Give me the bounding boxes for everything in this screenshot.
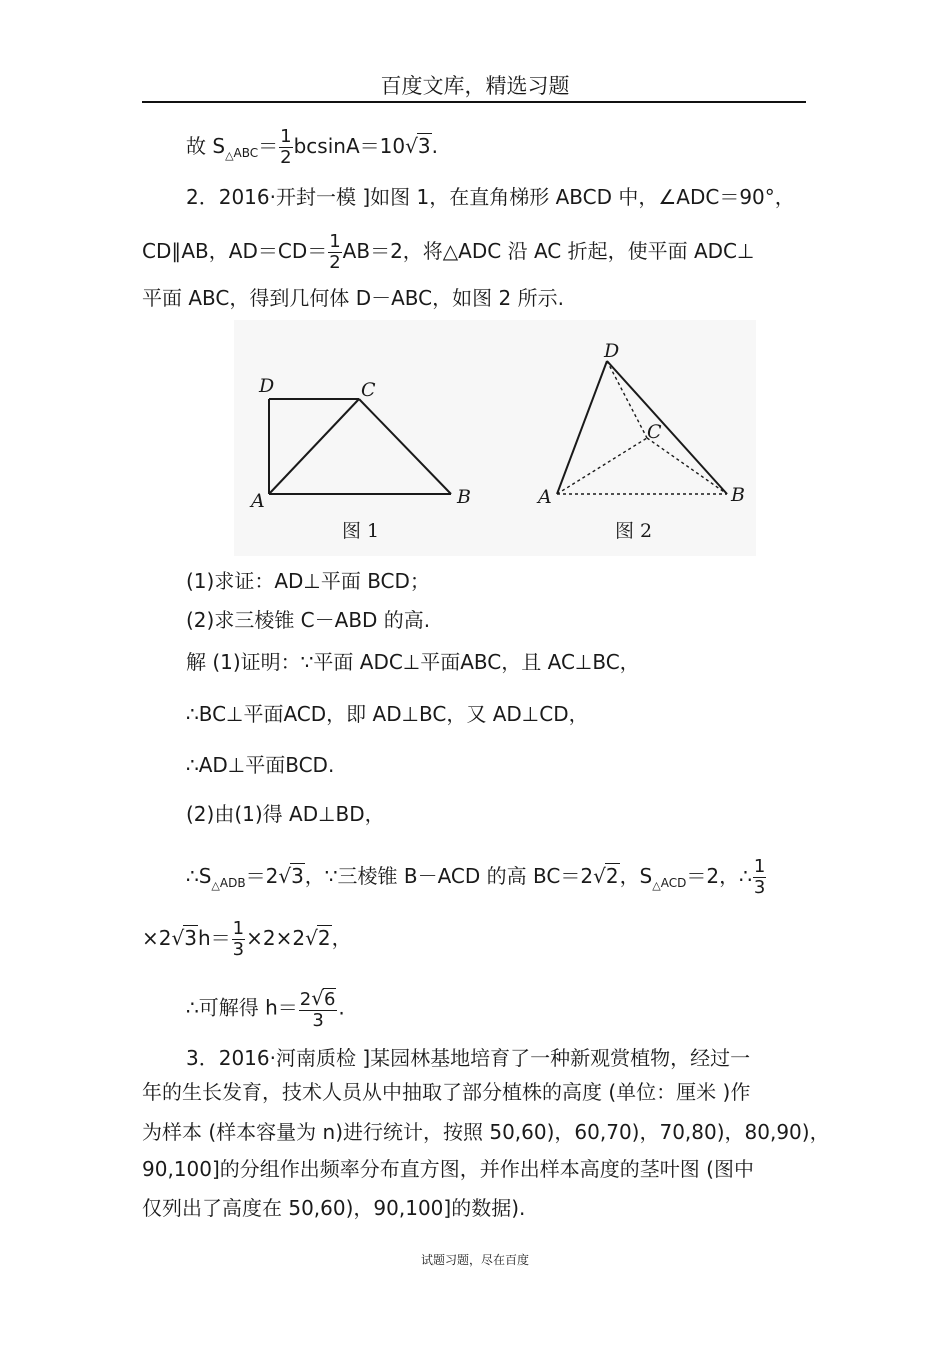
solution-line-6: ×2√3h＝ $\frac{1}{3}$ ×2×2√2， [142, 918, 352, 960]
page-footer: 试题习题，尽在百度 [420, 1253, 529, 1267]
edge-da-3d [557, 361, 607, 494]
problem-2-line-3: 平面 ABC，得到几何体 D－ABC，如图 2 所示. [142, 286, 564, 310]
part-2-question: (2)求三棱锥 C－ABD 的高. [186, 608, 431, 632]
label-b1: B [457, 486, 471, 508]
tetrahedron-figure-2 [557, 361, 727, 494]
problem-3-line-2: 年的生长发育，技术人员从中抽取了部分植株的高度 (单位：厘米 )作 [142, 1080, 751, 1104]
problem-2-line-1: 2．2016·开封一模 ]如图 1，在直角梯形 ABCD 中，∠ADC＝90°， [186, 185, 795, 209]
fraction: $\frac{1}{2}$ [280, 126, 292, 168]
problem-3-line-5: 仅列出了高度在 50,60)，90,100]的数据). [142, 1196, 526, 1220]
page-title: 百度文库，精选习题 [380, 74, 570, 98]
solution-line-4: (2)由(1)得 AD⊥BD， [186, 802, 385, 826]
edge-ac [269, 399, 359, 494]
label-d2: D [604, 340, 620, 362]
solution-line-7: ∴可解得 h＝ $\frac{2√6}{3}$ . [186, 986, 345, 1031]
edge-ac-hidden [557, 438, 647, 494]
formula-line-area: 故 $S_{\triangle ABC}=$ $\frac{1}{2}$ bcsinA＝10√3. [186, 126, 438, 168]
caption-figure-2: 图 2 [615, 520, 653, 542]
edge-cb-hidden [647, 438, 727, 494]
label-c1: C [361, 379, 376, 401]
problem-3-line-4: 90,100]的分组作出频率分布直方图，并作出样本高度的茎叶图 (图中 [142, 1157, 754, 1181]
fraction: $\frac{1}{2}$ [329, 231, 341, 273]
label-a1: A [251, 490, 265, 512]
solution-line-5: $\therefore S_{\triangle ADB}=2√3$，∵三棱锥 B－ACD 的高 BC＝2√2，$S_{\triangle ACD}=2$，∴ $\frac{1}{3}$ [186, 856, 766, 898]
edge-cb [359, 399, 451, 494]
fraction: $\frac{2√6}{3}$ [299, 986, 336, 1031]
edge-db-3d [607, 361, 727, 494]
solution-line-1: 解 (1)证明：∵平面 ADC⊥平面ABC，且 AC⊥BC， [186, 650, 640, 674]
problem-2-line-2: CD∥AB，AD＝CD＝ $\frac{1}{2}$ AB＝2，将△ADC 沿 AC 折起，使平面 ADC⊥ [142, 231, 755, 273]
solution-line-2: ∴BC⊥平面ACD，即 AD⊥BC，又 AD⊥CD， [186, 702, 589, 726]
label-d1: D [259, 375, 275, 397]
problem-3-line-1: 3．2016·河南质检 ]某园林基地培育了一种新观赏植物，经过一 [186, 1046, 751, 1070]
part-1-question: (1)求证：AD⊥平面 BCD； [186, 569, 430, 593]
fraction: $\frac{1}{3}$ [753, 856, 766, 898]
label-c2: C [647, 421, 662, 443]
label-b2: B [731, 484, 745, 506]
trapezoid-figure-1 [269, 399, 451, 494]
solution-line-3: ∴AD⊥平面BCD. [186, 753, 335, 777]
fraction: $\frac{1}{3}$ [232, 918, 245, 960]
caption-figure-1: 图 1 [342, 520, 380, 542]
label-a2: A [538, 486, 552, 508]
problem-3-line-3: 为样本 (样本容量为 n)进行统计，按照 50,60)，60,70)，70,80)，80,90)， [142, 1120, 830, 1144]
